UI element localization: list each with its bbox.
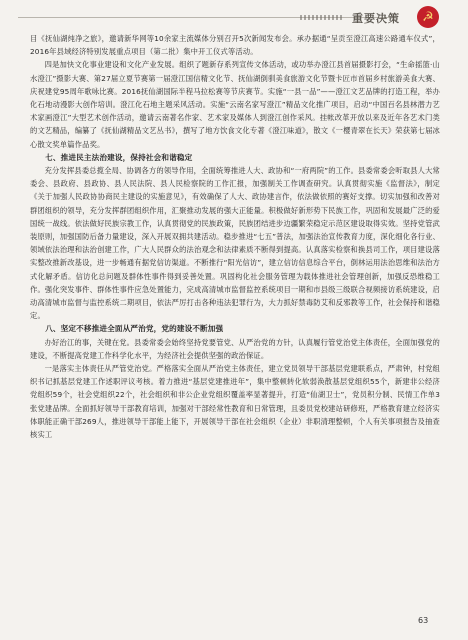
paragraph: 四是加快文化事业建设和文化产业发展。组织了题新存系列宣传文体活动，或功举办澄江县首届摄影打会，“生命摇篮·山水澄江”摄影大赛、第27届立夏节赛第一届澄江国信精文化节、抚仙湖倒驯美食旅游文化节暨卡匠市首届乡村旅游美食大赛、庆祝建党95周年歌咏比赛。2016抚仙湖国际半程马拉松赛等节庆赛节。实施“一县一品”——澄江文艺品牌的打造工程，举办化石地动漫影大创作培训。澄江化石地主题采风活动。实施“云南名家写澄江”精品文化推广项目，启动“中国百名县林潜力艺术家画澄江”大型艺术创作活动，邀请云南著名作家、艺术家及媒体人到澄江创作采风。挂帐改革开放以来及近年各艺术门类的文艺精品，编纂了《抚仙湖精品文艺丛书》，撰写了地方饮食文化专著《澄江味道》，散文《一樱青翠在长天》荣获第七届冰心散文奖单篇作品奖。 — [30, 60, 440, 149]
paragraph: 充分发挥县委总揽全局、协调各方的领导作用，全面统筹推进人大、政协和“一府两院”的工作。县委常委会听取县人大常委会、县政府、县政协、县人民法院、县人民检察院的工作汇报，加强制关工作调查研究。认真贯彻实施《监督法》，制定《关于加强人民政协协商民主建设的实施意见》，有效确保了人大、政协建言作，依法做依照的赛好支撑。切实加强和改善对群团组织的领导，充分发挥群团组织作用，汇聚推动发展的强大正能量。积极做好新形势下民族工作，巩固和发展最广泛的爱国统一战线。依法做好民族宗教工作，认真贯彻党的民族政策，民族团结进步边疆繁荣稳定示范区建设取得实效。坚持党管武装原则，加强国防后备力量建设，深入开展双拥共建活动。稳步推进“七五”普法，加强法治宣传教育力度，深化细化各行业、领域依法治理和法治创建工作，广大人民群众的法治观念和法律素质不断得到提高。认真落实检察和换县司工作，项目建设落实整改推新改基设，进一步畅通有据党信访渠道。不断推行“阳光信访”，建立信访信息综合平台，倒林运用法治思维和法治方式化解矛盾。信访化总问题及群体性事件得到妥善处置。巩固构化社会服务管理为载体推进社会管理创新，加强反恐维稳工作。强化突发事件、群体性事件应急处置能力，完成高清城市监督监控系统项目一期和市县级三级联合视频接访系统建设，启动高清城市监督与监控系统二期项目，依法严厉打击各种违法犯罪行为，大力抓好禁毒防艾和反邪教等工作，社会保持和谐稳定。 — [30, 166, 440, 321]
party-emblem-icon: ☭ — [417, 6, 439, 28]
article-body — [30, 32, 440, 441]
section-title: 重要决策 — [352, 12, 400, 25]
page-header — [0, 0, 468, 30]
page-number: 63 — [418, 616, 429, 625]
paragraph: 一是落实主体责任从严管党治党。严格落实全面从严治党主体责任，建立党员领导干部基层党建联系点，严肃钟，村党组织书记抓基层党建工作述职评议考核。着力推进“基层党建推进年”，集中整顿转化软弱涣散基层党组织55个，新建非公经济党组织59个，社会党组织22个，社会组织和非公企业党组织覆盖率显著提升，打造“仙湖卫士”，党员积分制、民情工作单3张党建品牌。全面抓好领导干部教育培训，加强对干部经常性教育和日常管理，且委员党校建站研修班，严格教育建立经济实体职能正确干部269人，推进领导干部能上能下，开展领导干部在社会组织（企业）非职清理整顿，个人有关事项报告及抽查核实工 — [30, 364, 440, 440]
paragraph: 目《抚仙湖纯净之旅》，邀请新华网等10余家主流媒体分别召开5次新闻发布会。承办据通“呈贡至澄江高速公路通车仪式”，2016年县域经济特别发展重点项目（第二批）集中开工仪式等活动。 — [30, 34, 440, 57]
paragraph: 办好治江的事，关键在党。县委常委会始终坚持党要管党、从严治党的方针，认真履行管党治党主体责任，全面加强党的建设，不断提高党建工作科学化水平，为经济社会提供坚强的政治保证。 — [30, 337, 440, 360]
section-heading: 八、坚定不移推进全面从严治党，党的建设不断加强 — [45, 324, 224, 334]
header-dots-decoration — [300, 15, 342, 20]
section-heading: 七、推进民主法治建设，保持社会和谐稳定 — [45, 152, 193, 162]
